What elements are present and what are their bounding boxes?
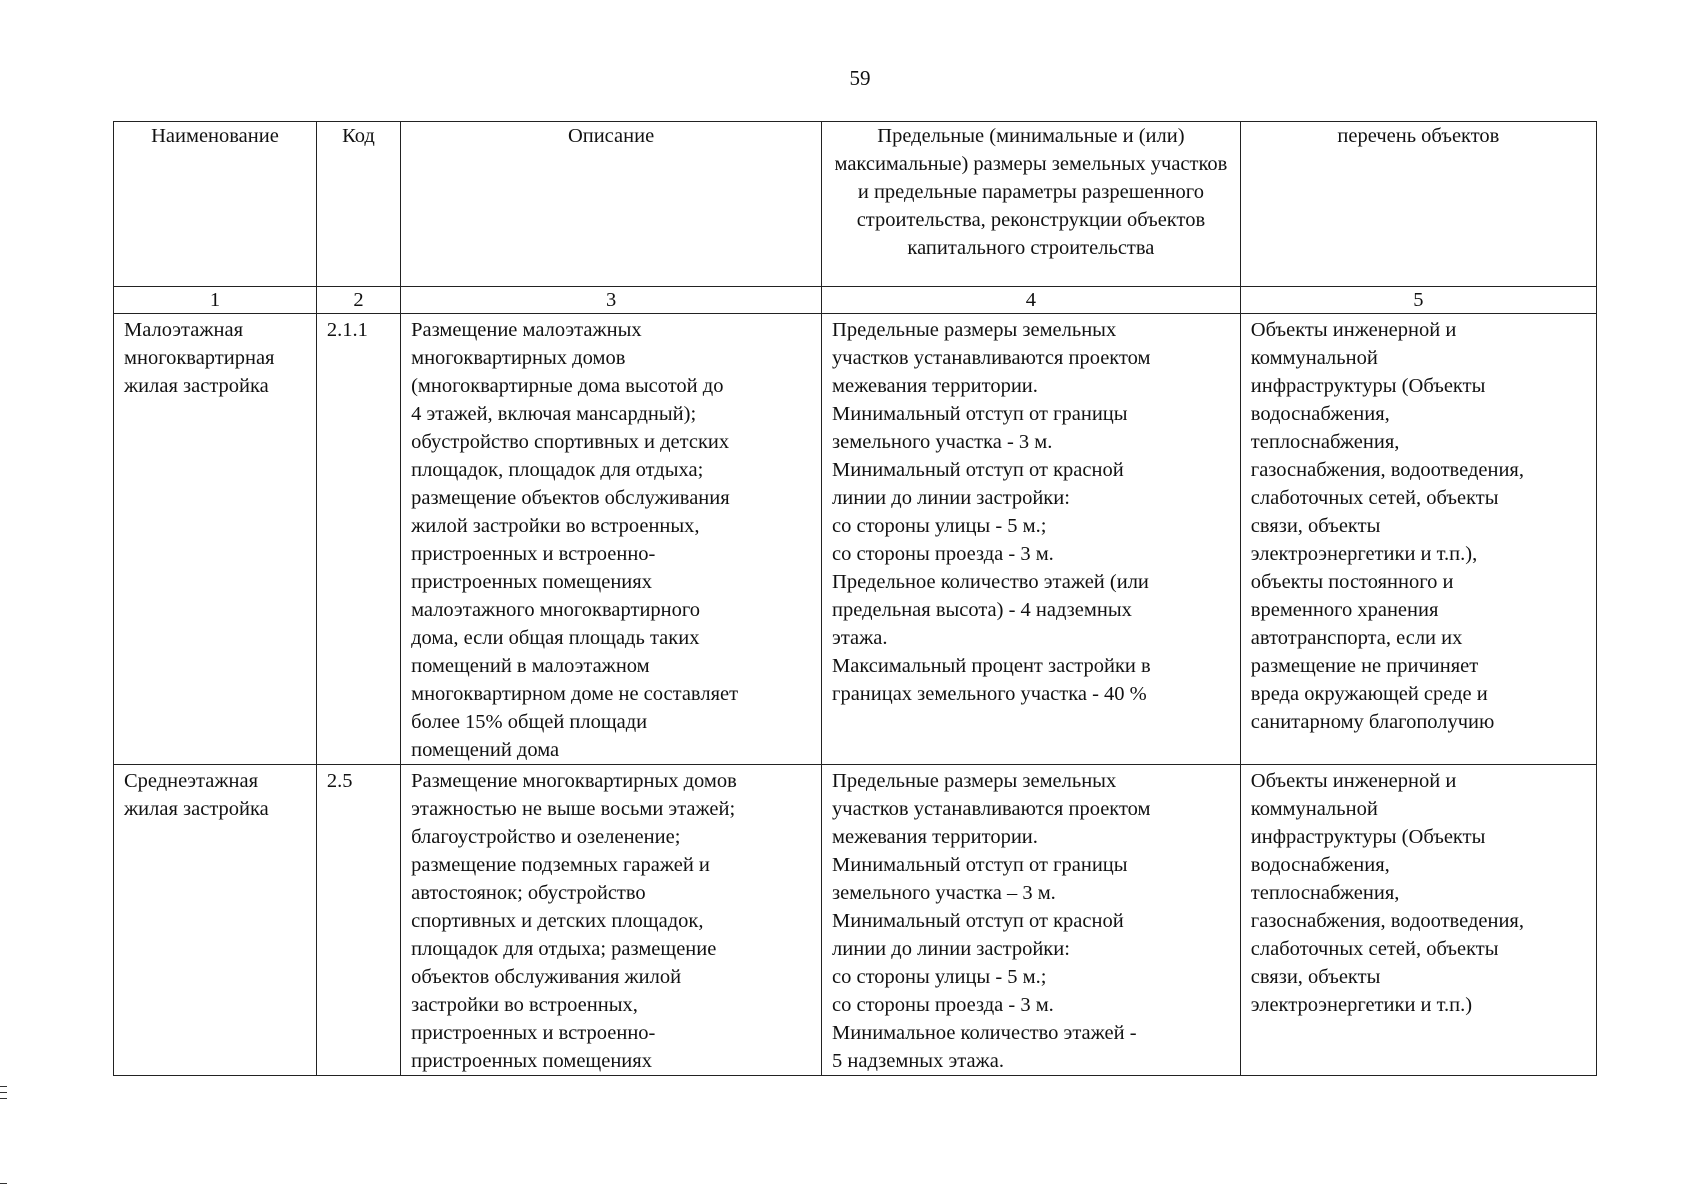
header-objects: перечень объектов xyxy=(1240,122,1596,287)
cell-parameters: Предельные размеры земельных участков устанавливаются проектом межевания территории. Минимальный отступ от границы земельного участка – 3 м. Минимальный отступ от красной линии до линии застройки: со стороны улицы - 5 м.; со стороны проезда - 3 м. Минимальное количество этажей - 5 надземных этажа. xyxy=(822,765,1241,1076)
table-row xyxy=(114,765,1597,1076)
column-number: 5 xyxy=(1240,287,1596,314)
cell-description: Размещение многоквартирных домов этажностью не выше восьми этажей; благоустройство и озеленение; размещение подземных гаражей и автостоянок; обустройство спортивных и детских площадок, площадок для отдыха; размещение объектов обслуживания жилой застройки во встроенных, пристроенных и встроенно- пристроенных помещениях xyxy=(401,765,822,1076)
header-code: Код xyxy=(316,122,400,287)
margin-mark xyxy=(0,1086,7,1087)
cell-code: 2.1.1 xyxy=(316,314,400,765)
cell-description: Размещение малоэтажных многоквартирных домов (многоквартирные дома высотой до 4 этажей, включая мансардный); обустройство спортивных и детских площадок, площадок для отдыха; размещение объектов обслуживания жилой застройки во встроенных, пристроенных и встроенно- пристроенных помещениях малоэтажного многоквартирного дома, если общая площадь таких помещений в малоэтажном многоквартирном доме не составляет более 15% общей площади помещений дома xyxy=(401,314,822,765)
margin-mark xyxy=(0,1098,7,1099)
column-number-row xyxy=(114,287,1597,314)
zoning-table xyxy=(113,121,1597,1076)
cell-name: Среднеэтажная жилая застройка xyxy=(114,765,317,1076)
margin-mark xyxy=(0,1183,7,1184)
cell-objects: Объекты инженерной и коммунальной инфраструктуры (Объекты водоснабжения, теплоснабжения, газоснабжения, водоотведения, слаботочных сетей, объекты связи, объекты электроэнергетики и т.п.) xyxy=(1240,765,1596,1076)
table-header-row xyxy=(114,122,1597,287)
header-description: Описание xyxy=(401,122,822,287)
column-number: 3 xyxy=(401,287,822,314)
column-number: 4 xyxy=(822,287,1241,314)
margin-mark xyxy=(0,1092,7,1093)
cell-name: Малоэтажная многоквартирная жилая застройка xyxy=(114,314,317,765)
cell-objects: Объекты инженерной и коммунальной инфраструктуры (Объекты водоснабжения, теплоснабжения, газоснабжения, водоотведения, слаботочных сетей, объекты связи, объекты электроэнергетики и т.п.), объекты постоянного и временного хранения автотранспорта, если их размещение не причиняет вреда окружающей среде и санитарному благополучию xyxy=(1240,314,1596,765)
header-parameters: Предельные (минимальные и (или) максимальные) размеры земельных участков и предельные параметры разрешенного строительства, реконструкции объектов капитального строительства xyxy=(822,122,1241,287)
table-row xyxy=(114,314,1597,765)
page-number: 59 xyxy=(849,66,871,90)
cell-code: 2.5 xyxy=(316,765,400,1076)
header-name: Наименование xyxy=(114,122,317,287)
cell-parameters: Предельные размеры земельных участков устанавливаются проектом межевания территории. Минимальный отступ от границы земельного участка - 3 м. Минимальный отступ от красной линии до линии застройки: со стороны улицы - 5 м.; со стороны проезда - 3 м. Предельное количество этажей (или предельная высота) - 4 надземных этажа. Максимальный процент застройки в границах земельного участка - 40 % xyxy=(822,314,1241,765)
column-number: 1 xyxy=(114,287,317,314)
column-number: 2 xyxy=(316,287,400,314)
